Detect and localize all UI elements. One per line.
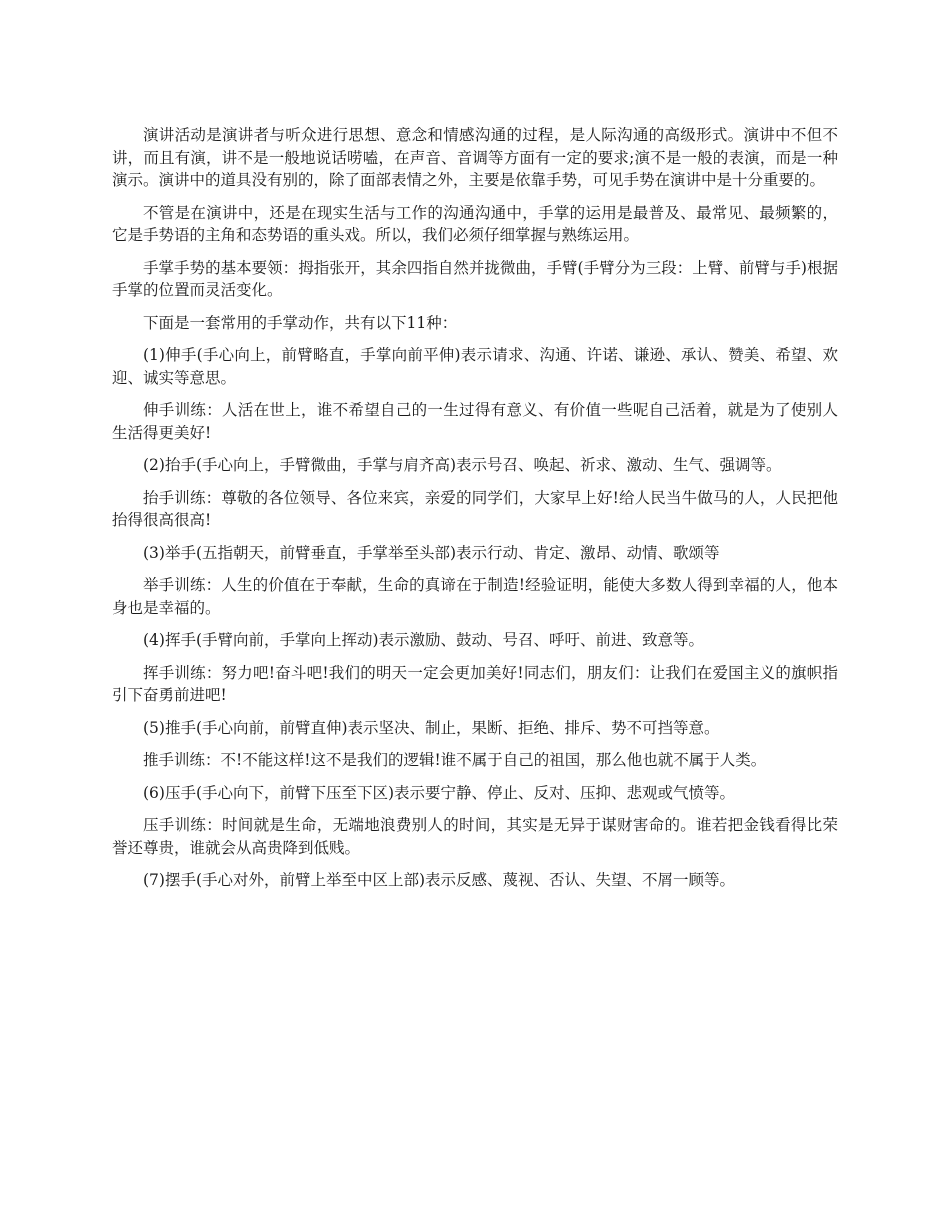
paragraph-training-4: 挥手训练：努力吧!奋斗吧!我们的明天一定会更加美好!同志们，朋友们：让我们在爱国主义的旗帜指引下奋勇前进吧!	[112, 663, 838, 704]
paragraph-gesture-1: (1)伸手(手心向上，前臂略直，手掌向前平伸)表示请求、沟通、许诺、谦逊、承认、赞美、希望、欢迎、诚实等意思。	[112, 346, 838, 387]
paragraph-gesture-3: (3)举手(五指朝天，前臂垂直，手掌举至头部)表示行动、肯定、激昂、动情、歌颂等	[143, 543, 720, 562]
paragraph-palm-importance: 不管是在演讲中，还是在现实生活与工作的沟通沟通中，手掌的运用是最普及、最常见、最频繁的，它是手势语的主角和态势语的重头戏。所以，我们必须仔细掌握与熟练运用。	[112, 203, 838, 244]
paragraph-basic-essentials: 手掌手势的基本要领：拇指张开，其余四指自然并拢微曲，手臂(手臂分为三段：上臂、前臂与手)根据手掌的位置而灵活变化。	[112, 258, 838, 299]
paragraph-gesture-2: (2)抬手(手心向上，手臂微曲，手掌与肩齐高)表示号召、唤起、祈求、激动、生气、强调等。	[143, 456, 782, 474]
document-body	[112, 124, 838, 902]
paragraph-list-intro: 下面是一套常用的手掌动作，共有以下11种：	[143, 313, 458, 332]
paragraph-training-2: 抬手训练：尊敬的各位领导、各位来宾，亲爱的同学们，大家早上好!给人民当牛做马的人，人民把他抬得很高很高!	[112, 488, 838, 529]
paragraph-gesture-5: (5)推手(手心向前，前臂直伸)表示坚决、制止，果断、拒绝、排斥、势不可挡等意。	[143, 718, 720, 737]
paragraph-training-3: 举手训练：人生的价值在于奉献，生命的真谛在于制造!经验证明，能使大多数人得到幸福的人，他本身也是幸福的。	[112, 576, 838, 617]
paragraph-gesture-7: (7)摆手(手心对外，前臂上举至中区上部)表示反感、蔑视、否认、失望、不屑一顾等。	[143, 871, 736, 889]
paragraph-intro: 演讲活动是演讲者与听众进行思想、意念和情感沟通的过程，是人际沟通的高级形式。演讲中不但不讲，而且有演，讲不是一般地说话唠嗑，在声音、音调等方面有一定的要求;演不是一般的表演，而是一种演示。演讲中的道具没有别的，除了面部表情之外，主要是依靠手势，可见手势在演讲中是十分重要的。	[112, 126, 838, 189]
paragraph-training-5: 推手训练：不!不能这样!这不是我们的逻辑!谁不属于自己的祖国，那么他也就不属于人类。	[143, 751, 767, 769]
paragraph-gesture-4: (4)挥手(手臂向前，手掌向上挥动)表示激励、鼓动、号召、呼吁、前进、致意等。	[143, 631, 705, 649]
paragraph-training-6: 压手训练：时间就是生命，无端地浪费别人的时间，其实是无异于谋财害命的。谁若把金钱看得比荣誉还尊贵，谁就会从高贵降到低贱。	[112, 816, 838, 857]
paragraph-gesture-6: (6)压手(手心向下，前臂下压至下区)表示要宁静、停止、反对、压抑、悲观或气愤等。	[143, 783, 736, 802]
paragraph-training-1: 伸手训练：人活在世上，谁不希望自己的一生过得有意义、有价值一些呢自己活着，就是为了使别人生活得更美好!	[112, 401, 838, 442]
